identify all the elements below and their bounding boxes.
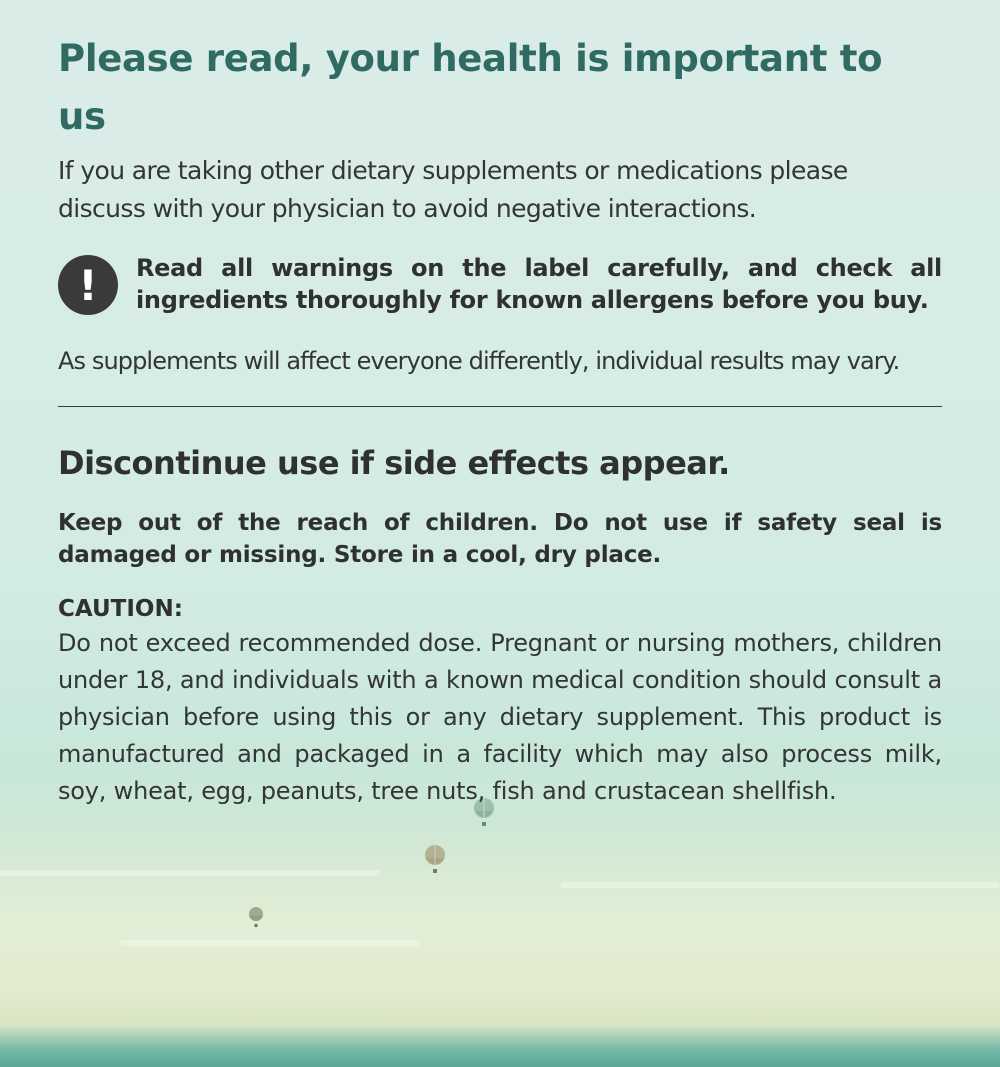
page-title: Please read, your health is important to us [58,37,883,138]
caution-label: CAUTION: [58,596,183,622]
storage-instructions: Keep out of the reach of children. Do not use if safety seal is damaged or missing. Store in a cool, dry place. [58,510,942,568]
warning-text: Read all warnings on the label carefully, and check all ingredients thoroughly for known allergens before you buy. [136,254,942,314]
cloud-streak [120,940,420,946]
discontinue-heading: Discontinue use if side effects appear. [58,444,730,482]
cloud-streak [560,882,1000,888]
content [58,30,942,810]
cloud-streak [0,870,380,876]
hot-air-balloon-icon [248,907,264,929]
exclamation-icon: ! [58,255,118,315]
section-divider [58,406,942,407]
caution-text: Do not exceed recommended dose. Pregnant or nursing mothers, children under 18, and individuals with a known medical condition should consult a physician before using this or any dietary supplement. This product is manufactured and packaged in a facility which may also process milk, soy, wheat, egg, peanuts, tree nuts, fish and crustacean shellfish. [58,629,942,805]
results-note: As supplements will affect everyone differently, individual results may vary. [58,347,900,375]
warning-callout [58,252,942,316]
hot-air-balloon-icon [424,845,446,875]
interaction-notice: If you are taking other dietary supplements or medications please discuss with your physician to avoid negative interactions. [58,156,848,223]
horizon-haze [0,820,1000,1020]
